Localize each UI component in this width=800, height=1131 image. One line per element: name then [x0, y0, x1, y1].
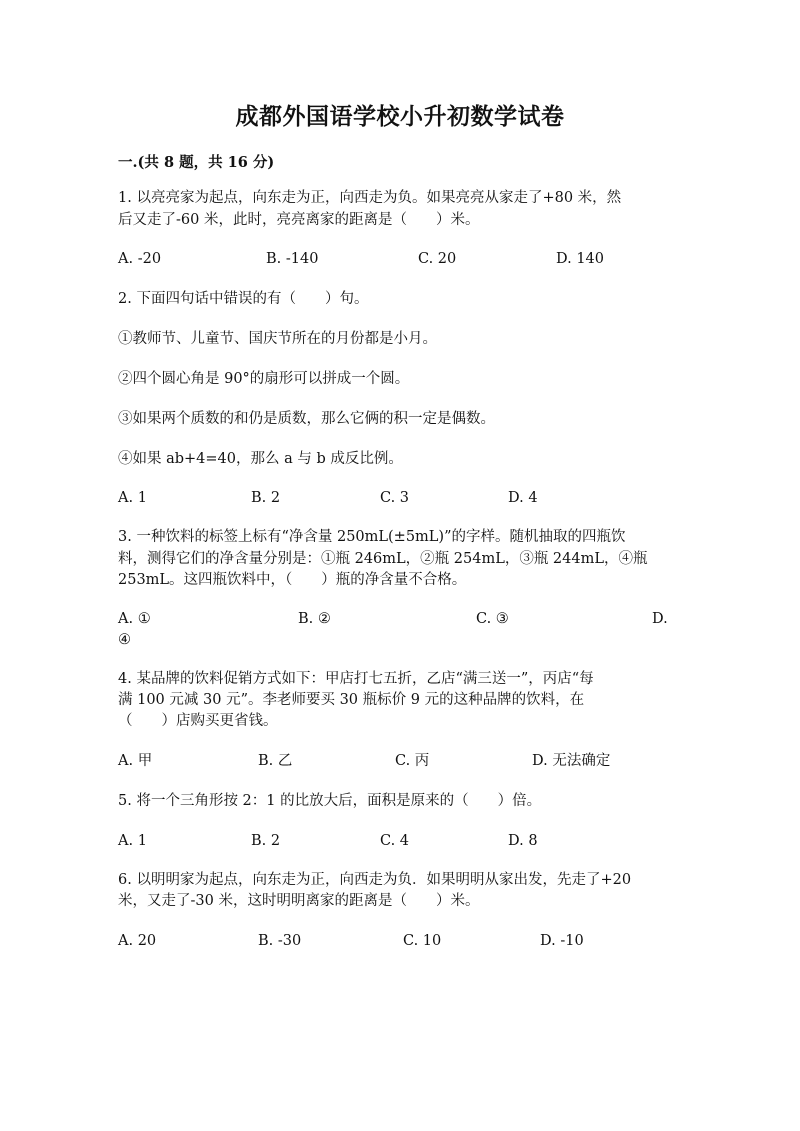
- question-1-option-b: B. -140: [266, 251, 319, 267]
- question-1-option-c: C. 20: [418, 251, 457, 267]
- question-4-line-2: 满 100 元减 30 元”。李老师要买 30 瓶标价 9 元的这种品牌的饮料，在: [118, 692, 585, 708]
- question-4-option-a: A. 甲: [118, 753, 153, 769]
- question-3-option-d: D.: [652, 611, 668, 627]
- question-6-option-d: D. -10: [540, 933, 584, 949]
- question-2-option-d: D. 4: [508, 490, 538, 506]
- question-4-line-3: （ ）店购买更省钱。: [118, 713, 278, 729]
- question-3-line-1: 3. 一种饮料的标签上标有“净含量 250mL(±5mL)”的字样。随机抽取的四瓶饮: [118, 529, 626, 545]
- question-6-option-b: B. -30: [258, 933, 302, 949]
- question-2-statement-1: ①教师节、儿童节、国庆节所在的月份都是小月。: [118, 331, 437, 347]
- question-4-option-d: D. 无法确定: [532, 753, 611, 769]
- question-1-option-d: D. 140: [556, 251, 605, 267]
- question-5-option-c: C. 4: [380, 833, 410, 849]
- question-1-option-a: A. -20: [118, 251, 162, 267]
- question-2-statement-2: ②四个圆心角是 90°的扇形可以拼成一个圆。: [118, 371, 410, 387]
- question-5-line-1: 5. 将一个三角形按 2：1 的比放大后，面积是原来的（ ）倍。: [118, 793, 542, 809]
- question-5-option-b: B. 2: [251, 833, 281, 849]
- question-6-line-1: 6. 以明明家为起点，向东走为正，向西走为负．如果明明从家出发，先走了+20: [118, 872, 632, 888]
- question-5-option-a: A. 1: [118, 833, 147, 849]
- section-heading: 一.(共 8 题，共 16 分): [118, 154, 275, 171]
- question-2-statement-3: ③如果两个质数的和仍是质数，那么它俩的积一定是偶数。: [118, 411, 495, 427]
- question-3-line-3: 253mL。这四瓶饮料中，（ ）瓶的净含量不合格。: [118, 572, 467, 588]
- question-1-line-1: 1. 以亮亮家为起点，向东走为正，向西走为负。如果亮亮从家走了+80 米，然: [118, 190, 622, 206]
- question-2-option-b: B. 2: [251, 490, 281, 506]
- question-4-line-1: 4. 某品牌的饮料促销方式如下：甲店打七五折，乙店“满三送一”，丙店“每: [118, 671, 594, 687]
- question-2-option-c: C. 3: [380, 490, 410, 506]
- question-4-option-c: C. 丙: [395, 753, 430, 769]
- question-2-line-1: 2. 下面四句话中错误的有（ ）句。: [118, 291, 369, 307]
- question-2-statement-4: ④如果 ab+4=40，那么 a 与 b 成反比例。: [118, 451, 403, 467]
- question-2-option-a: A. 1: [118, 490, 147, 506]
- question-3-option-b: B. ②: [298, 611, 331, 627]
- question-3-option-a: A. ①: [118, 611, 151, 627]
- question-6-option-c: C. 10: [403, 933, 442, 949]
- question-3-line-2: 料，测得它们的净含量分别是：①瓶 246mL，②瓶 254mL，③瓶 244mL，④瓶: [118, 551, 648, 567]
- question-6-line-2: 米，又走了-30 米，这时明明离家的距离是（ ）米。: [118, 893, 480, 909]
- question-4-option-b: B. 乙: [258, 753, 293, 769]
- question-3-option-d-continued: ④: [118, 632, 131, 648]
- question-1-line-2: 后又走了-60 米，此时，亮亮离家的距离是（ ）米。: [118, 212, 480, 228]
- page-title: 成都外国语学校小升初数学试卷: [235, 103, 565, 130]
- question-5-option-d: D. 8: [508, 833, 538, 849]
- question-6-option-a: A. 20: [118, 933, 157, 949]
- question-3-option-c: C. ③: [476, 611, 509, 627]
